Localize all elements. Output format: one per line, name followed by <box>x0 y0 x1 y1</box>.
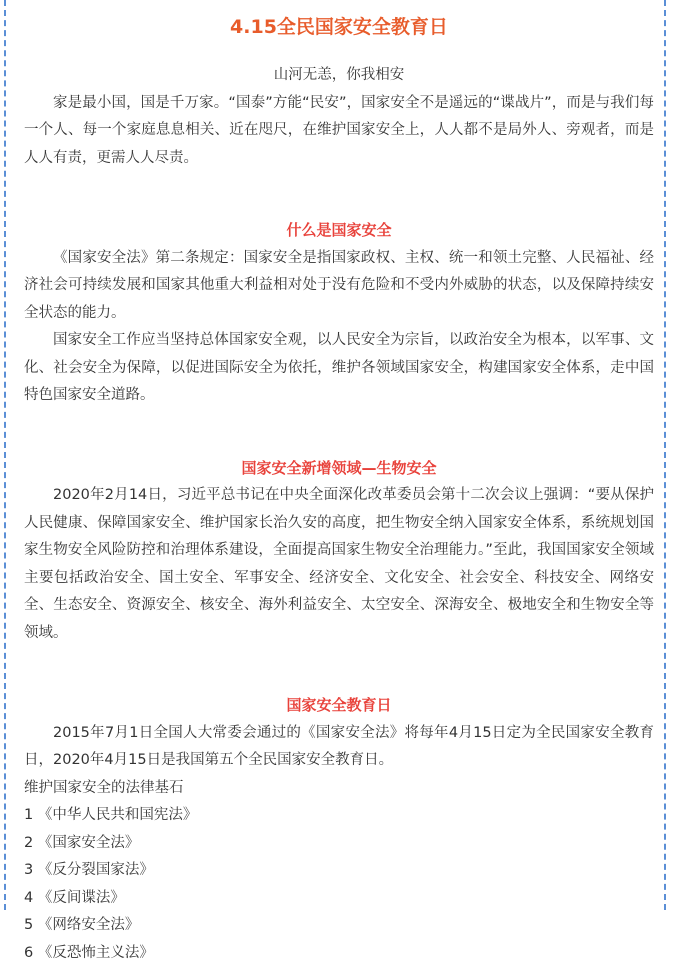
list-item: 1 《中华人民共和国宪法》 <box>24 802 654 830</box>
section-paragraph: 国家安全工作应当坚持总体国家安全观，以人民安全为宗旨，以政治安全为根本，以军事、文化、社会安全为保障，以促进国际安全为依托，维护各领域国家安全，构建国家安全体系，走中国特色国家安全道路。 <box>24 327 654 410</box>
section-heading-biosecurity: 国家安全新增领域—生物安全 <box>24 455 654 483</box>
list-item: 6 《反恐怖主义法》 <box>24 940 654 967</box>
list-item: 4 《反间谍法》 <box>24 885 654 913</box>
section-paragraph: 2020年2月14日，习近平总书记在中央全面深化改革委员会第十二次会议上强调：“要从保护人民健康、保障国家安全、维护国家长治久安的高度，把生物安全纳入国家安全体系，系统规划国家生物安全风险防控和治理体系建设，全面提高国家生物安全治理能力。”至此，我国国家安全领域主要包括政治安全、国土安全、军事安全、经济安全、文化安全、社会安全、科技安全、网络安全、生态安全、资源安全、核安全、海外利益安全、太空安全、深海安全、极地安全和生物安全等领域。 <box>24 482 654 647</box>
laws-list <box>24 802 654 967</box>
section-heading-education-day: 国家安全教育日 <box>24 692 654 720</box>
article-body <box>24 12 654 967</box>
section-paragraph: 2015年7月1日全国人大常委会通过的《国家安全法》将每年4月15日定为全民国家安全教育日，2020年4月15日是我国第五个全民国家安全教育日。 <box>24 720 654 775</box>
list-item: 3 《反分裂国家法》 <box>24 857 654 885</box>
list-item: 2 《国家安全法》 <box>24 830 654 858</box>
laws-heading: 维护国家安全的法律基石 <box>24 775 654 803</box>
intro-paragraph: 家是最小国，国是千万家。“国泰”方能“民安”，国家安全不是遥远的“谍战片”，而是与我们每一个人、每一个家庭息息相关、近在咫尺，在维护国家安全上，人人都不是局外人、旁观者，而是人人有责，更需人人尽责。 <box>24 90 654 173</box>
section-heading-what-is-security: 什么是国家安全 <box>24 217 654 245</box>
list-item: 5 《网络安全法》 <box>24 912 654 940</box>
article-title: 4.15全民国家安全教育日 <box>24 12 654 42</box>
section-paragraph: 《国家安全法》第二条规定：国家安全是指国家政权、主权、统一和领土完整、人民福祉、经济社会可持续发展和国家其他重大利益相对处于没有危险和不受内外威胁的状态，以及保障持续安全状态的能力。 <box>24 245 654 328</box>
motto: 山河无恙，你我相安 <box>24 62 654 90</box>
